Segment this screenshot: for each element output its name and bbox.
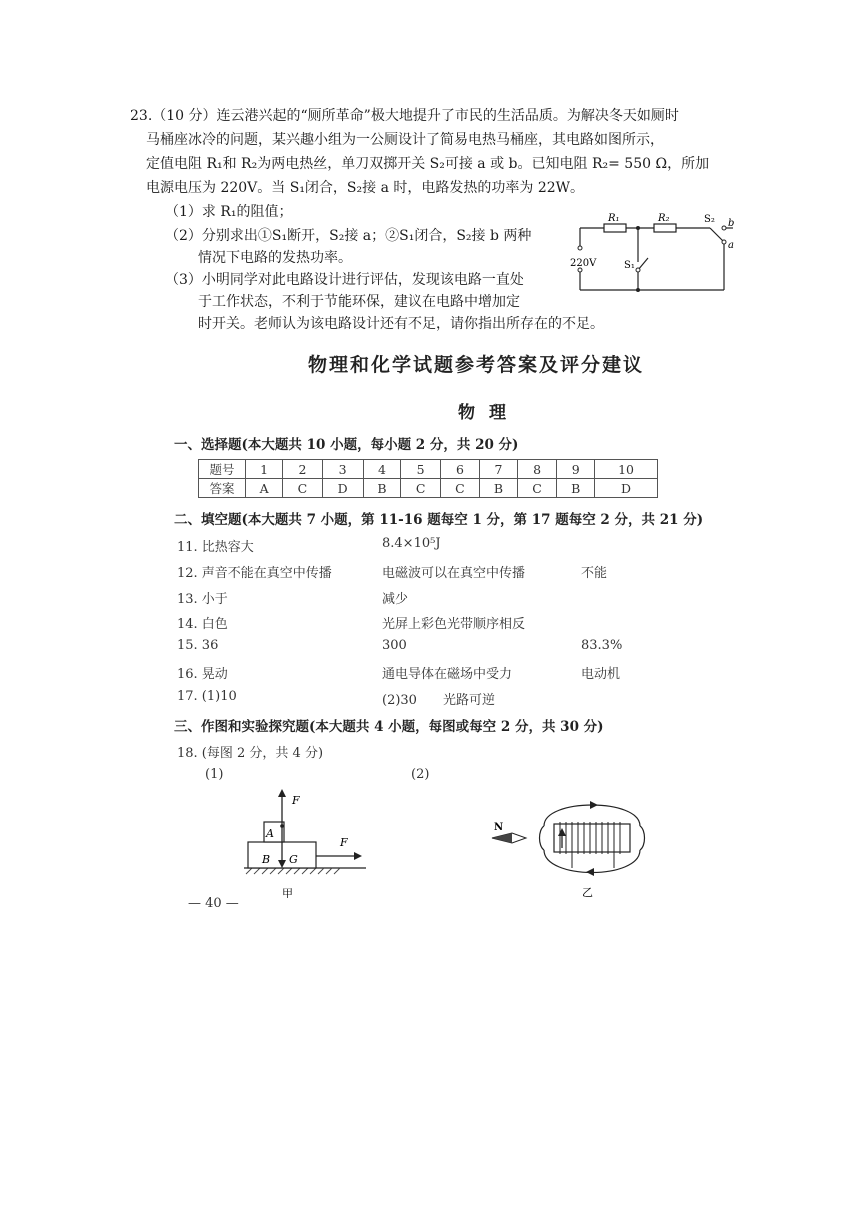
question-number: 9 <box>557 460 595 479</box>
label-n: N <box>494 822 504 833</box>
question-number: 8 <box>517 460 556 479</box>
label-r2: R₂ <box>658 213 670 224</box>
label-s1: S₁ <box>624 260 635 271</box>
page-number: — 40 — <box>188 896 239 911</box>
fill-answer: 减少 <box>382 592 409 607</box>
fill-answer: 8.4×10⁵J <box>382 536 441 551</box>
table-row-label: 答案 <box>199 479 246 498</box>
section3-heading: 三、作图和实验探究题(本大题共 4 小题，每图或每空 2 分，共 30 分) <box>174 719 604 735</box>
answer-cell: C <box>517 479 556 498</box>
problem-subquestion: 于工作状态，不利于节能环保，建议在电路中增加定 <box>198 294 520 310</box>
fill-answer: (2)30 光路可逆 <box>382 693 495 708</box>
answer-key-title: 物理和化学试题参考答案及评分建议 <box>308 354 645 376</box>
problem-subquestion: 时开关。老师认为该电路设计还有不足，请你指出所存在的不足。 <box>198 316 604 332</box>
label-a-block: A <box>266 827 274 840</box>
answer-cell: C <box>401 479 440 498</box>
switch-s2-blade <box>710 228 723 241</box>
question-number: 5 <box>401 460 440 479</box>
label-f-up: F <box>292 794 300 807</box>
problem-line: 23.（10 分）连云港兴起的“厕所革命”极大地提升了市民的生活品质。为解决冬天如厕时 <box>130 108 679 124</box>
question-number: 3 <box>322 460 363 479</box>
fill-answer: 13. 小于 <box>177 592 228 607</box>
figure-label-2: (2) <box>411 767 430 782</box>
question-18-heading: 18. (每图 2 分，共 4 分) <box>177 746 324 761</box>
fill-answer: 11. 比热容大 <box>177 540 254 555</box>
resistor-r2 <box>654 224 676 232</box>
fill-answer: 电磁波可以在真空中传播 <box>382 566 526 581</box>
question-number: 10 <box>595 460 658 479</box>
figure-caption-yi: 乙 <box>582 886 593 899</box>
label-b-block: B <box>262 853 271 866</box>
force-diagram-figure <box>236 786 376 898</box>
table-row <box>199 479 658 498</box>
answer-cell: C <box>440 479 479 498</box>
fill-answer: 电动机 <box>581 667 621 682</box>
answer-cell: D <box>322 479 363 498</box>
question-number: 6 <box>440 460 479 479</box>
problem-line: 电源电压为 220V。当 S₁闭合，S₂接 a 时，电路发热的功率为 22W。 <box>146 180 585 196</box>
label-f-right: F <box>340 836 348 849</box>
resistor-r1 <box>604 224 626 232</box>
table-row <box>199 460 658 479</box>
figure-caption-jia: 甲 <box>282 887 293 898</box>
problem-subquestion: （1）求 R₁的阻值； <box>165 204 293 220</box>
subject-title: 物理 <box>458 403 520 423</box>
section1-heading: 一、选择题(本大题共 10 小题，每小题 2 分，共 20 分) <box>174 437 519 453</box>
fill-answer: 不能 <box>581 566 608 581</box>
fill-answer: 300 <box>382 638 407 653</box>
answer-cell: D <box>595 479 658 498</box>
answer-cell: B <box>557 479 595 498</box>
field-line-top <box>544 805 640 826</box>
answer-cell: C <box>283 479 322 498</box>
fill-answer: 14. 白色 <box>177 617 228 632</box>
fill-answer: 16. 晃动 <box>177 667 228 682</box>
circuit-diagram <box>568 210 748 300</box>
problem-line: 马桶座冰冷的问题，某兴趣小组为一公厕设计了简易电热马桶座，其电路如图所示， <box>146 132 664 148</box>
solenoid-diagram-figure <box>486 796 666 900</box>
table-row-label: 题号 <box>199 460 246 479</box>
question-number: 1 <box>246 460 283 479</box>
label-r1: R₁ <box>608 213 620 224</box>
fill-answer: 15. 36 <box>177 638 219 653</box>
choice-answer-table <box>198 459 658 498</box>
fill-answer: 光屏上彩色光带顺序相反 <box>382 617 526 632</box>
problem-subquestion: 情况下电路的发热功率。 <box>198 250 352 266</box>
problem-line: 定值电阻 R₁和 R₂为两电热丝，单刀双掷开关 S₂可接 a 或 b。已知电阻 R₂= 550 Ω，所加 <box>146 156 710 172</box>
section2-heading: 二、填空题(本大题共 7 小题，第 11-16 题每空 1 分，第 17 题每空 2 分，共 21 分) <box>174 512 704 528</box>
fill-answer: 通电导体在磁场中受力 <box>382 667 513 682</box>
label-s2: S₂ <box>704 214 715 225</box>
label-voltage: 220V <box>570 258 597 269</box>
answer-cell: B <box>363 479 401 498</box>
question-number: 7 <box>480 460 518 479</box>
figure-label-1: (1) <box>205 767 224 782</box>
problem-subquestion: （3）小明同学对此电路设计进行评估，发现该电路一直处 <box>165 272 524 288</box>
answer-cell: B <box>480 479 518 498</box>
question-number: 2 <box>283 460 322 479</box>
fill-answer: 17. (1)10 <box>177 689 237 704</box>
problem-subquestion: （2）分别求出①S₁断开，S₂接 a；②S₁闭合，S₂接 b 两种 <box>165 228 532 244</box>
answer-cell: A <box>246 479 283 498</box>
fill-answer: 83.3% <box>581 638 623 653</box>
label-a: a <box>728 240 734 251</box>
question-number: 4 <box>363 460 401 479</box>
label-b: b <box>728 218 735 229</box>
label-g: G <box>289 853 298 866</box>
fill-answer: 12. 声音不能在真空中传播 <box>177 566 332 581</box>
solenoid-core <box>554 824 630 852</box>
